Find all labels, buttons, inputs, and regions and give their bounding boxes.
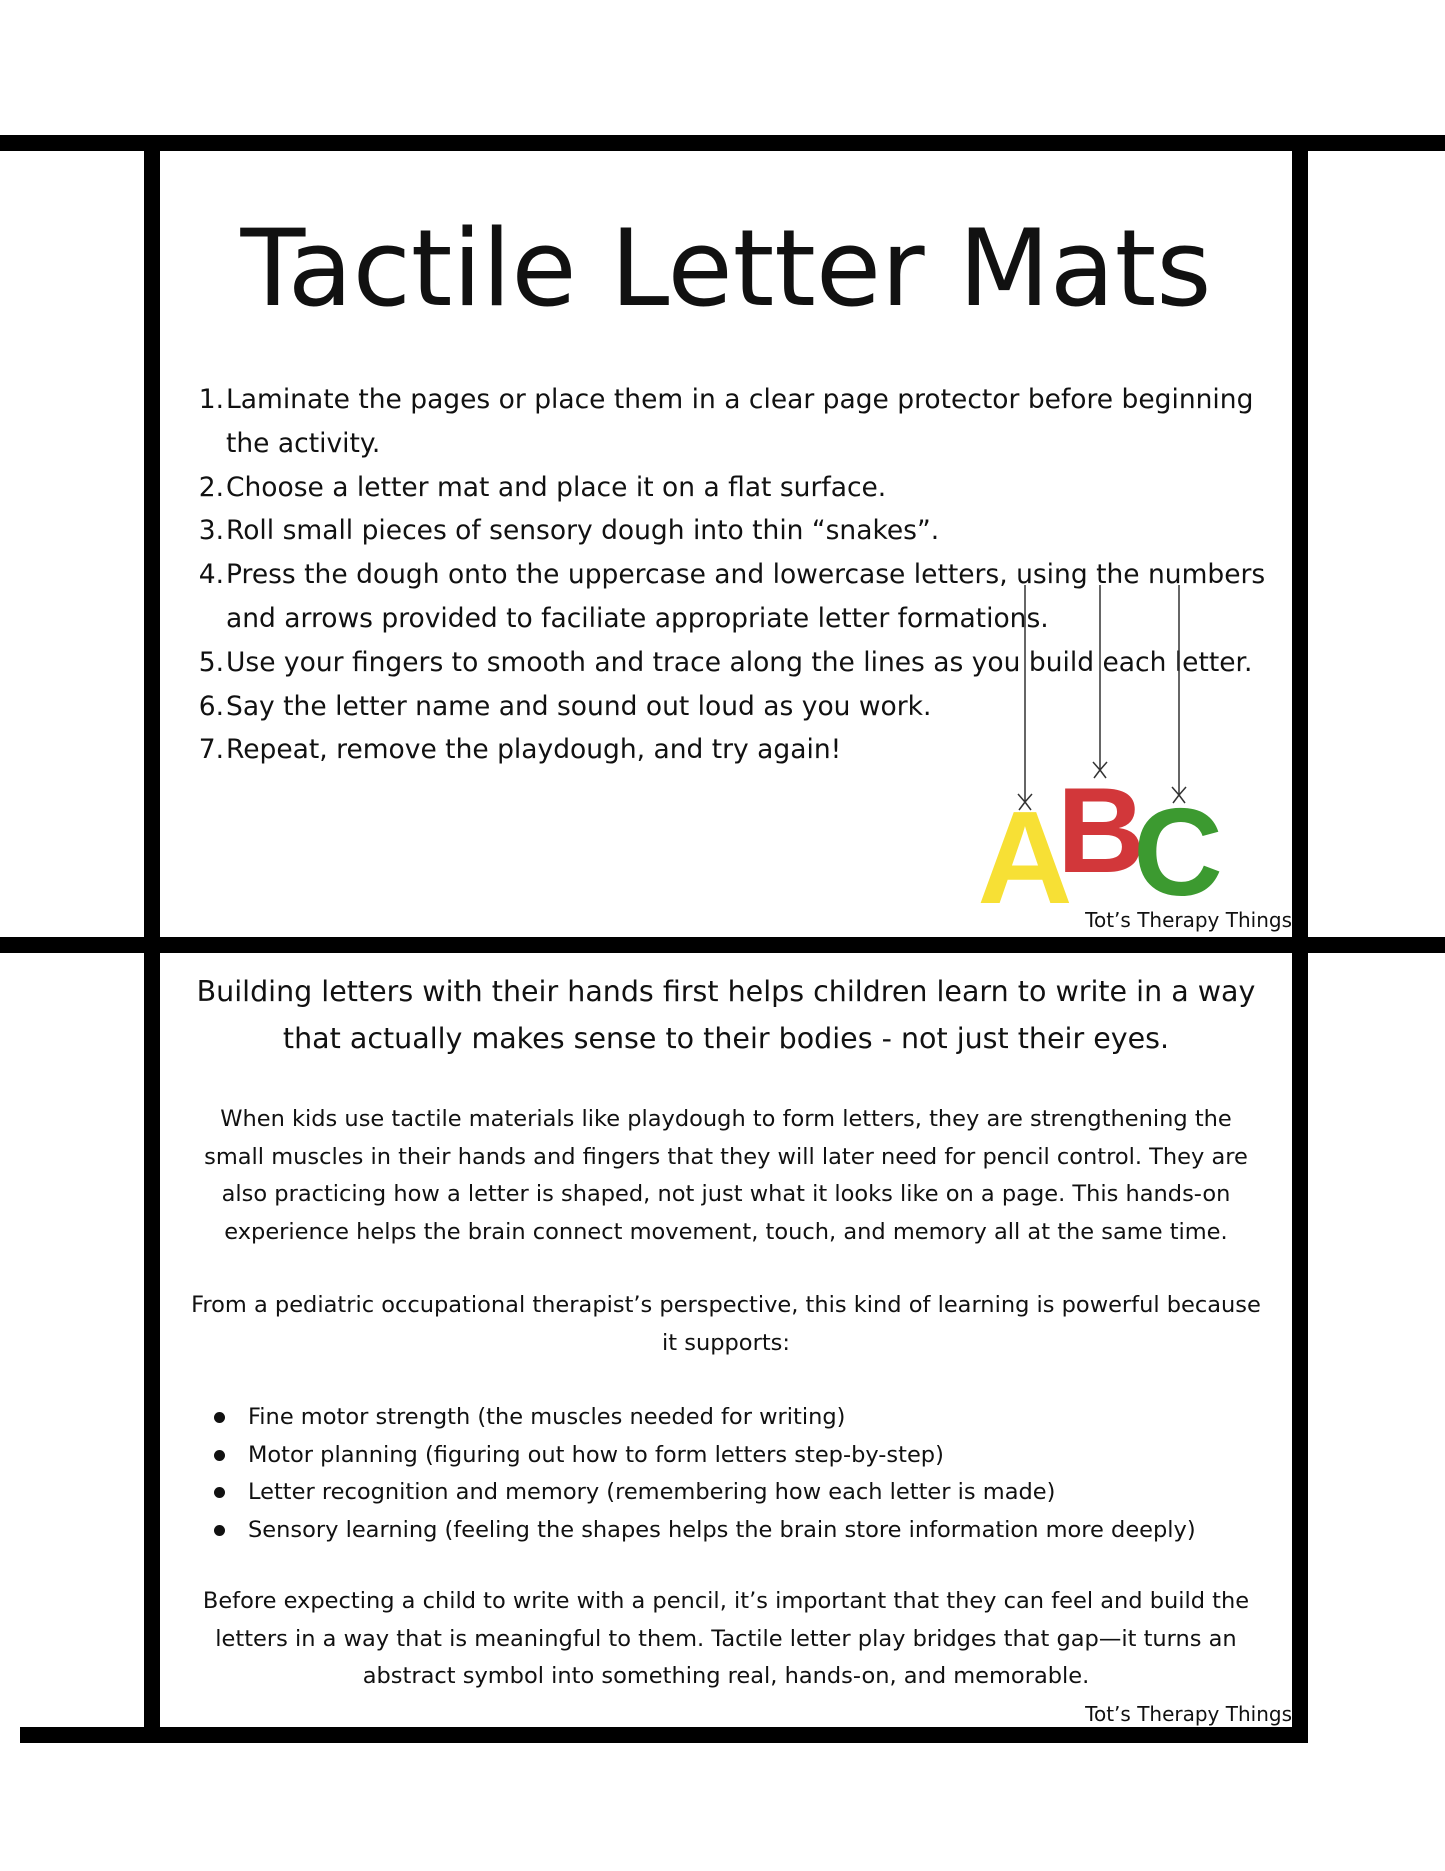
list-item: Motor planning (figuring out how to form letters step-by-step): [210, 1437, 1270, 1475]
body-paragraph: From a pediatric occupational therapist’s perspective, this kind of learning is powerful because it supports:: [191, 1292, 1261, 1356]
letter-a: A: [977, 784, 1073, 905]
step-item: [196, 466, 1276, 510]
letter-b: B: [1056, 762, 1146, 898]
step-text: Roll small pieces of sensory dough into thin “snakes”.: [226, 515, 940, 547]
step-text: Say the letter name and sound out loud as you work.: [226, 690, 932, 722]
step-item: [196, 509, 1276, 553]
list-item: Sensory learning (feeling the shapes helps the brain store information more deeply): [210, 1512, 1270, 1550]
lead-statement: Building letters with their hands first helps children learn to write in a way that actually makes sense to their bodies - not just their eyes.: [196, 975, 1256, 1055]
middle-border-line: [0, 937, 1445, 953]
step-number: 7.: [198, 734, 224, 766]
brand-credit: Tot’s Therapy Things: [1085, 908, 1292, 932]
body-paragraph: Before expecting a child to write with a pencil, it’s important that they can feel and build the letters in a way that is meaningful to them. Tactile letter play bridges that gap—it turns an abstract symbol into something real, hands-on, and memorable.: [202, 1588, 1250, 1689]
left-border-line: [144, 135, 160, 1743]
step-number: 2.: [198, 471, 224, 503]
step-number: 4.: [198, 559, 224, 591]
list-item: Letter recognition and memory (remembering how each letter is made): [210, 1474, 1270, 1512]
page-title: Tactile Letter Mats: [240, 207, 1212, 330]
list-item: Fine motor strength (the muscles needed for writing): [210, 1399, 1270, 1437]
step-item: [196, 378, 1276, 466]
step-text: Use your fingers to smooth and trace along the lines as you build each letter.: [226, 646, 1253, 678]
step-text: Choose a letter mat and place it on a flat surface.: [226, 471, 887, 503]
step-text: Repeat, remove the playdough, and try again!: [226, 734, 842, 766]
step-text: Press the dough onto the uppercase and lowercase letters, using the numbers and arrows provided to faciliate appropriate letter formations.: [226, 559, 1266, 634]
bottom-border-line: [20, 1727, 1292, 1743]
step-number: 1.: [198, 384, 224, 415]
letter-c: C: [1133, 784, 1223, 905]
benefits-list: [210, 1399, 1270, 1549]
step-number: 3.: [198, 515, 224, 547]
top-border-line: [0, 135, 1445, 151]
step-number: 6.: [198, 690, 224, 722]
step-number: 5.: [198, 646, 224, 678]
hanging-abc-illustration: [965, 585, 1235, 905]
body-paragraph: When kids use tactile materials like playdough to form letters, they are strengthening the small muscles in their hands and fingers that they will later need for pencil control. They are also practicing how a letter is shaped, not just what it looks like on a page. This hands-on experience helps the brain connect movement, touch, and memory all at the same time.: [204, 1106, 1248, 1245]
brand-credit: Tot’s Therapy Things: [1085, 1702, 1292, 1726]
right-border-line: [1292, 135, 1308, 1743]
step-text: Laminate the pages or place them in a clear page protector before beginning the activity.: [226, 384, 1254, 459]
